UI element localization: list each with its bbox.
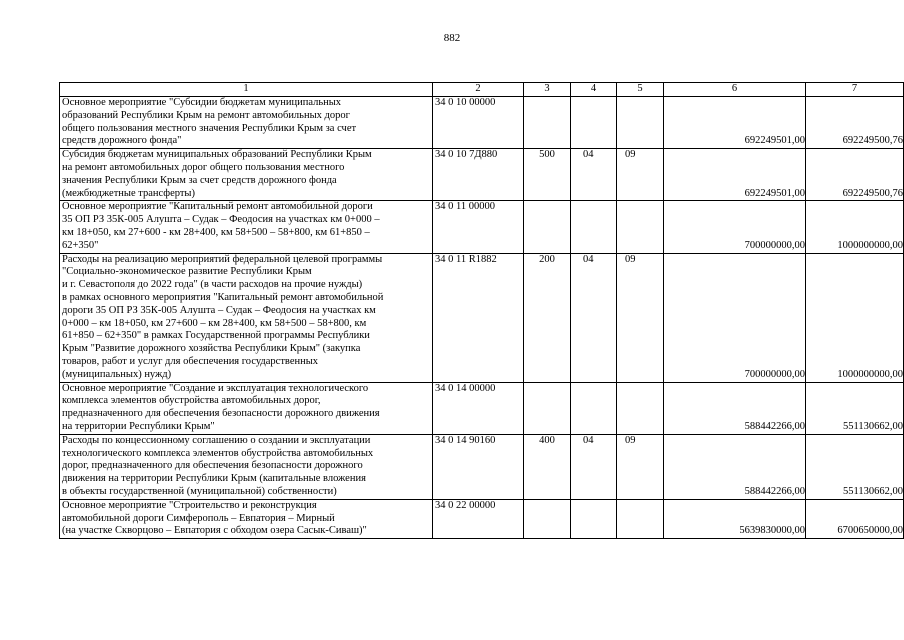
table-row bbox=[60, 97, 904, 149]
subsection-code: 09 bbox=[617, 434, 664, 499]
expense-type bbox=[524, 499, 571, 538]
amount-year-1: 700000000,00 bbox=[664, 253, 806, 382]
description-line: дороги 35 ОП РЗ 35К-005 Алушта – Судак – Феодосия на участках км bbox=[62, 304, 376, 316]
description-line: 62+350" bbox=[62, 239, 99, 251]
row-description bbox=[60, 97, 433, 149]
amount-year-1: 588442266,00 bbox=[664, 434, 806, 499]
amount-year-1: 700000000,00 bbox=[664, 201, 806, 253]
description-line: общего пользования местного значения Республики Крым за счет bbox=[62, 122, 357, 134]
expense-type: 500 bbox=[524, 149, 571, 201]
column-header: 3 bbox=[524, 83, 571, 97]
table-row bbox=[60, 253, 904, 382]
table-row bbox=[60, 499, 904, 538]
description-line: товаров, работ и услуг для обеспечения государственных bbox=[62, 355, 319, 367]
description-line: комплекса элементов обустройства автомобильных дорог, bbox=[62, 395, 321, 407]
budget-table bbox=[59, 82, 904, 539]
row-description bbox=[60, 382, 433, 434]
description-line: значения Республики Крым за счет средств дорожного фонда bbox=[62, 174, 337, 186]
table-row bbox=[60, 382, 904, 434]
description-line: на территории Республики Крым" bbox=[62, 420, 215, 432]
expense-type bbox=[524, 97, 571, 149]
column-header: 1 bbox=[60, 83, 433, 97]
description-line: (межбюджетные трансферты) bbox=[62, 187, 195, 199]
description-line: движения на территории Республики Крым (капитальные вложения bbox=[62, 473, 366, 485]
column-header: 7 bbox=[806, 83, 904, 97]
description-line: и г. Севастополя до 2022 года" (в части расходов на прочие нужды) bbox=[62, 279, 363, 291]
description-line: Субсидия бюджетам муниципальных образований Республики Крым bbox=[62, 149, 372, 161]
amount-year-1: 588442266,00 bbox=[664, 382, 806, 434]
budget-code: 34 0 11 00000 bbox=[433, 201, 524, 253]
amount-year-1: 692249501,00 bbox=[664, 149, 806, 201]
description-line: 61+850 – 62+350" в рамках Государственной программы Республики bbox=[62, 330, 370, 342]
subsection-code: 09 bbox=[617, 253, 664, 382]
row-description bbox=[60, 499, 433, 538]
budget-code: 34 0 10 7Д880 bbox=[433, 149, 524, 201]
amount-year-2: 692249500,76 bbox=[806, 97, 904, 149]
expense-type bbox=[524, 201, 571, 253]
table-row bbox=[60, 434, 904, 499]
section-code: 04 bbox=[571, 434, 617, 499]
section-code bbox=[571, 201, 617, 253]
column-header: 5 bbox=[617, 83, 664, 97]
amount-year-2: 551130662,00 bbox=[806, 434, 904, 499]
description-line: Расходы по концессионному соглашению о создании и эксплуатации bbox=[62, 434, 371, 446]
subsection-code bbox=[617, 499, 664, 538]
description-line: предназначенного для обеспечения безопасности дорожного движения bbox=[62, 408, 380, 420]
description-line: образований Республики Крым на ремонт автомобильных дорог bbox=[62, 109, 350, 121]
table-row bbox=[60, 149, 904, 201]
row-description bbox=[60, 253, 433, 382]
subsection-code bbox=[617, 97, 664, 149]
amount-year-2: 692249500,76 bbox=[806, 149, 904, 201]
amount-year-2: 1000000000,00 bbox=[806, 201, 904, 253]
description-line: "Социально-экономическое развитие Республики Крым bbox=[62, 266, 312, 278]
description-line: км 18+050, км 27+600 - км 28+400, км 58+500 – 58+800, км 61+850 – bbox=[62, 226, 370, 238]
row-description bbox=[60, 434, 433, 499]
amount-year-2: 551130662,00 bbox=[806, 382, 904, 434]
budget-code: 34 0 14 00000 bbox=[433, 382, 524, 434]
budget-code: 34 0 14 90160 bbox=[433, 434, 524, 499]
section-code: 04 bbox=[571, 149, 617, 201]
description-line: Расходы на реализацию мероприятий федеральной целевой программы bbox=[62, 253, 383, 265]
amount-year-2: 6700650000,00 bbox=[806, 499, 904, 538]
row-description bbox=[60, 201, 433, 253]
column-header: 6 bbox=[664, 83, 806, 97]
description-line: (муниципальных) нужд) bbox=[62, 368, 172, 380]
row-description bbox=[60, 149, 433, 201]
budget-code: 34 0 22 00000 bbox=[433, 499, 524, 538]
column-header: 4 bbox=[571, 83, 617, 97]
section-code bbox=[571, 499, 617, 538]
table-row bbox=[60, 201, 904, 253]
subsection-code bbox=[617, 201, 664, 253]
description-line: Основное мероприятие "Создание и эксплуатация технологического bbox=[62, 382, 369, 394]
description-line: в объекты государственной (муниципальной) собственности) bbox=[62, 485, 337, 497]
section-code bbox=[571, 97, 617, 149]
subsection-code: 09 bbox=[617, 149, 664, 201]
description-line: (на участке Скворцово – Евпатория с обходом озера Сасык-Сиваш)" bbox=[62, 525, 367, 537]
page-number: 882 bbox=[443, 32, 461, 44]
subsection-code bbox=[617, 382, 664, 434]
expense-type: 200 bbox=[524, 253, 571, 382]
description-line: средств дорожного фонда" bbox=[62, 135, 182, 147]
amount-year-2: 1000000000,00 bbox=[806, 253, 904, 382]
column-header: 2 bbox=[433, 83, 524, 97]
description-line: Основное мероприятие "Капитальный ремонт автомобильной дороги bbox=[62, 201, 373, 213]
amount-year-1: 692249501,00 bbox=[664, 97, 806, 149]
description-line: дорог, предназначенного для обеспечения безопасности дорожного bbox=[62, 460, 363, 472]
description-line: 0+000 – км 18+050, км 27+600 – км 28+400, км 58+500 – 58+800, км bbox=[62, 317, 367, 329]
budget-code: 34 0 10 00000 bbox=[433, 97, 524, 149]
section-code: 04 bbox=[571, 253, 617, 382]
description-line: на ремонт автомобильных дорог общего пользования местного bbox=[62, 161, 345, 173]
expense-type bbox=[524, 382, 571, 434]
description-line: 35 ОП РЗ 35К-005 Алушта – Судак – Феодосия на участках км 0+000 – bbox=[62, 214, 380, 226]
description-line: в рамках основного мероприятия "Капитальный ремонт автомобильной bbox=[62, 291, 384, 303]
expense-type: 400 bbox=[524, 434, 571, 499]
amount-year-1: 5639830000,00 bbox=[664, 499, 806, 538]
description-line: технологического комплекса элементов обустройства автомобильных bbox=[62, 447, 374, 459]
table-header-row bbox=[60, 83, 904, 97]
description-line: Основное мероприятие "Строительство и реконструкция bbox=[62, 499, 317, 511]
description-line: Основное мероприятие "Субсидии бюджетам муниципальных bbox=[62, 97, 342, 108]
description-line: Крым "Развитие дорожного хозяйства Республики Крым" (закупка bbox=[62, 343, 361, 355]
section-code bbox=[571, 382, 617, 434]
budget-code: 34 0 11 R1882 bbox=[433, 253, 524, 382]
description-line: автомобильной дороги Симферополь – Евпатория – Мирный bbox=[62, 512, 335, 524]
